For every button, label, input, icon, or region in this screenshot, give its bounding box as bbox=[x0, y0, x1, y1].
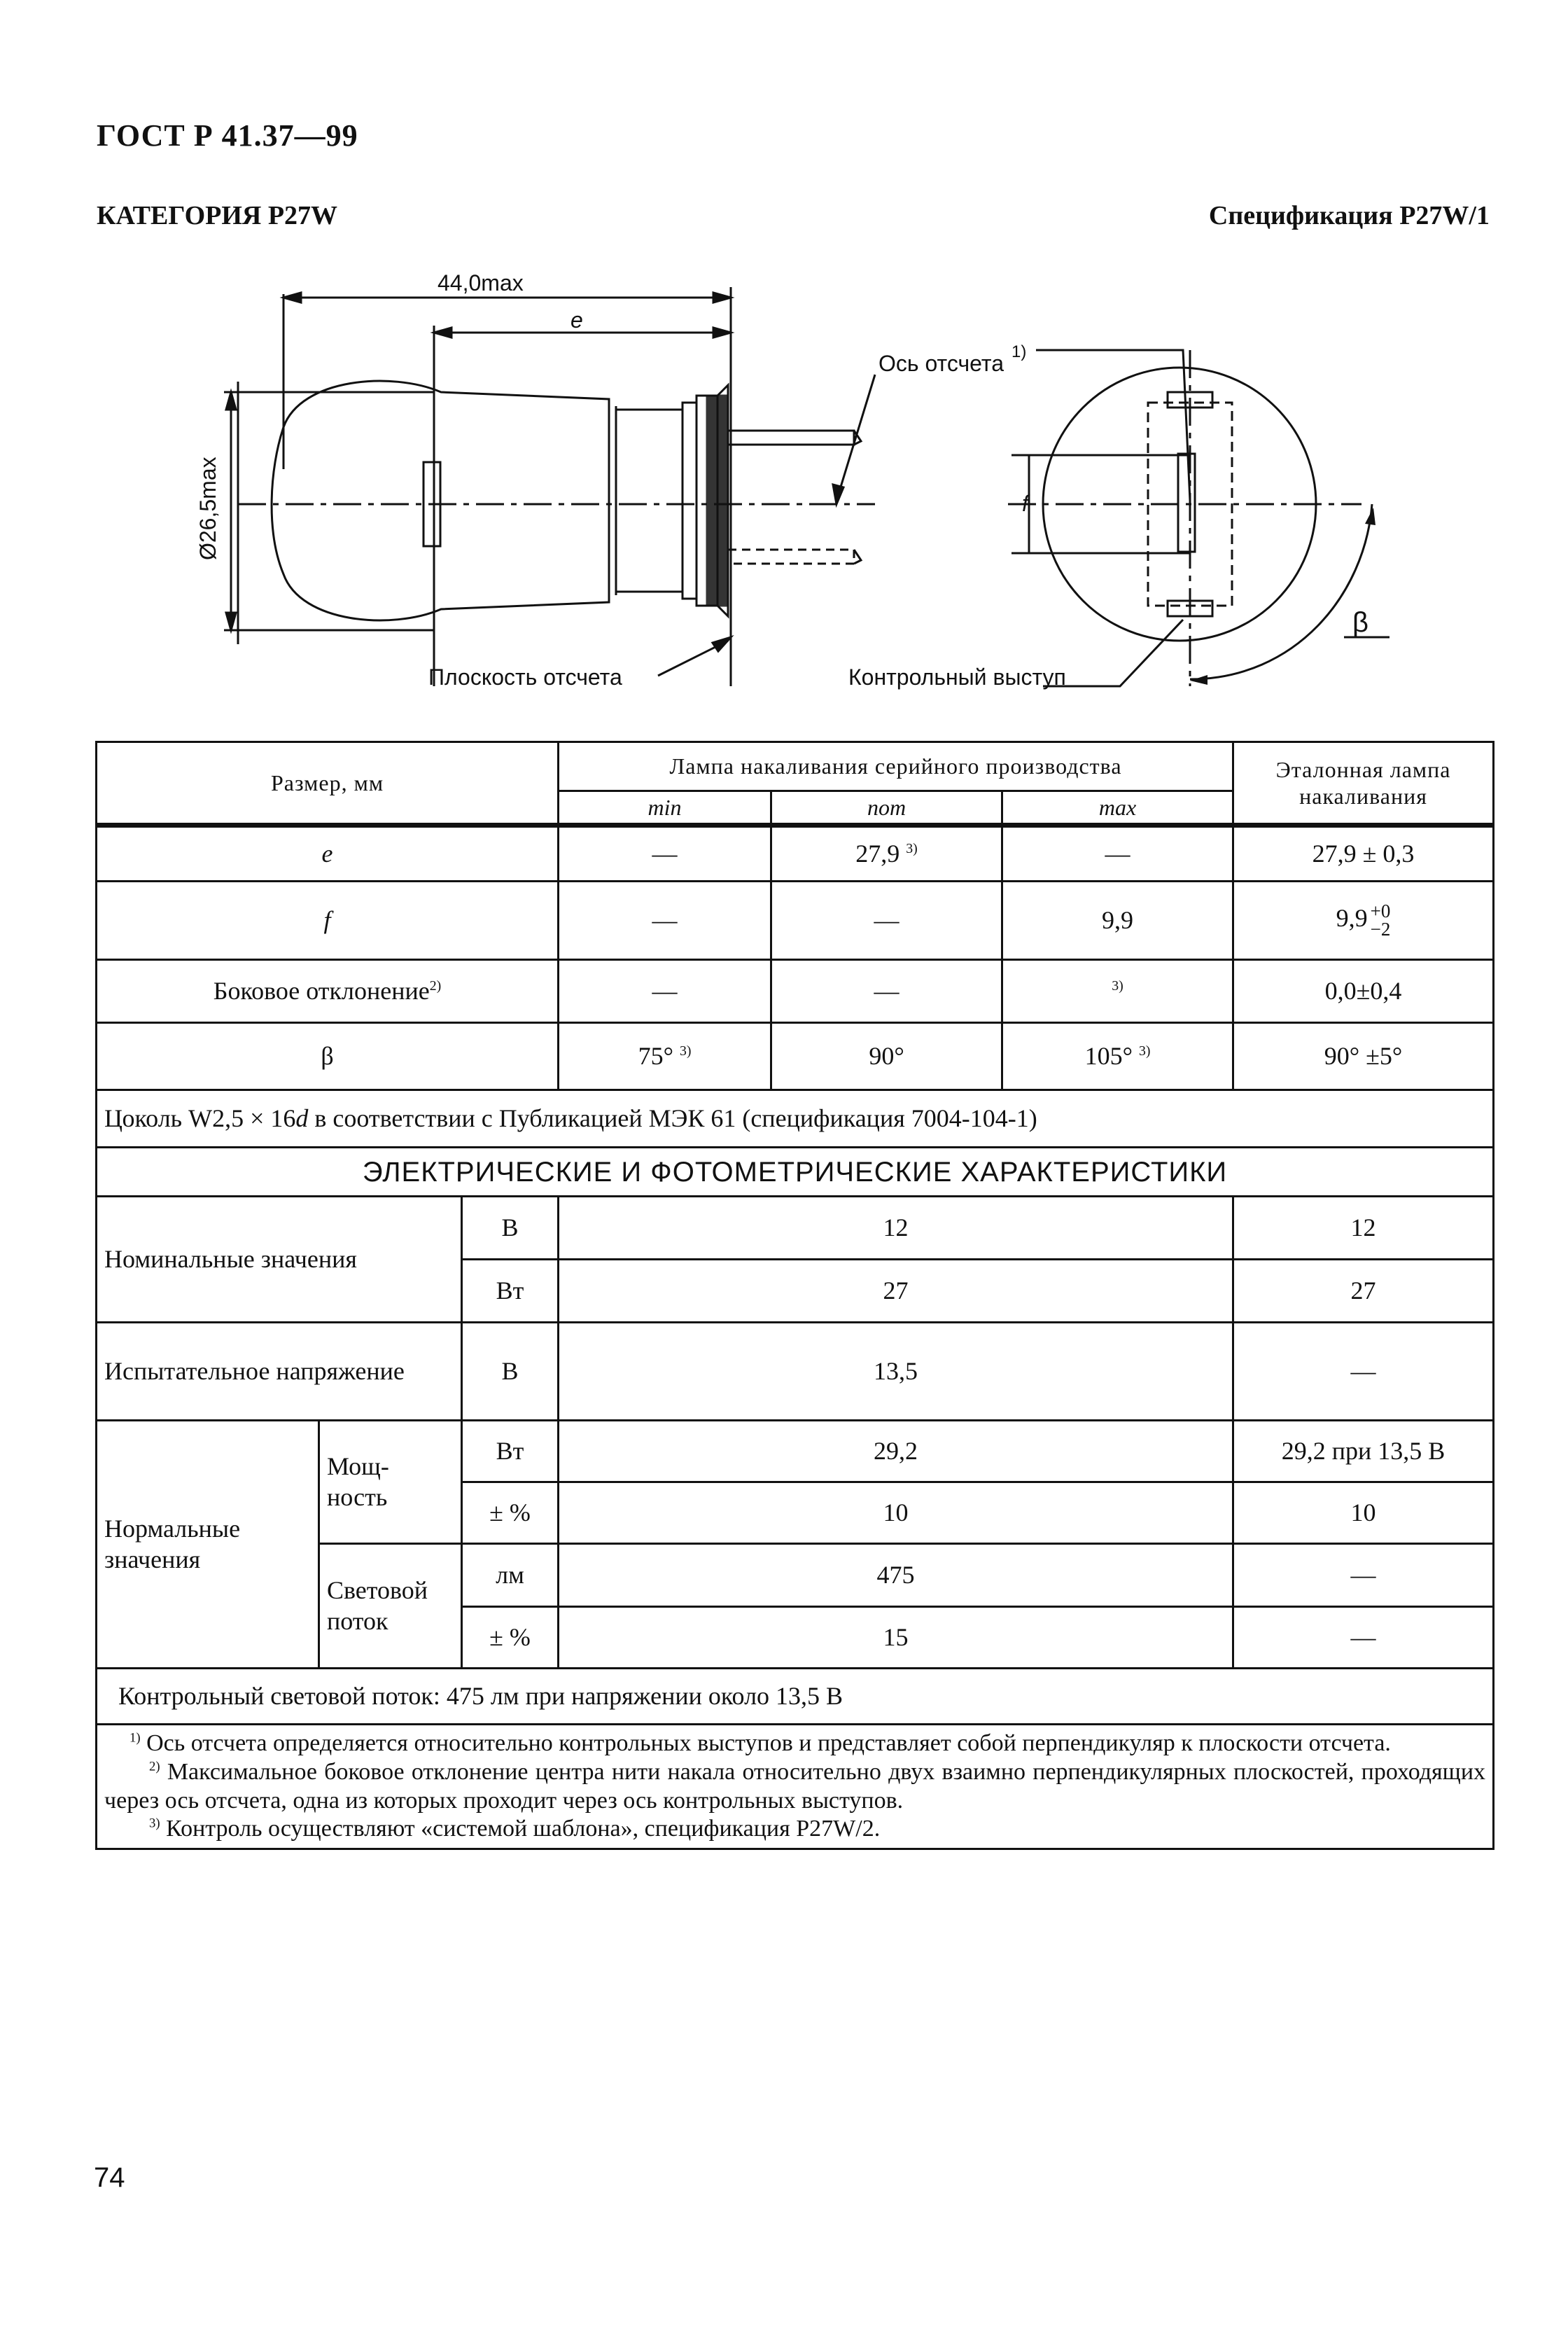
section-title: ЭЛЕКТРИЧЕСКИЕ И ФОТОМЕТРИЧЕСКИЕ ХАРАКТЕРИСТИКИ bbox=[97, 1148, 1494, 1197]
category-title: КАТЕГОРИЯ P27W bbox=[97, 201, 338, 230]
footnotes bbox=[97, 1725, 1494, 1849]
power-label: Мощ- ность bbox=[319, 1421, 462, 1544]
table-row: β 75° $^{3)}$ 90° 105° $^{3)}$ 90° ±5° bbox=[97, 1023, 1494, 1090]
ref-axis-label: Ось отсчета bbox=[878, 351, 1004, 376]
test-voltage-label: Испытательное напряжение bbox=[97, 1323, 462, 1421]
rated-label: Номинальные значения bbox=[97, 1197, 462, 1323]
cap-body bbox=[616, 410, 682, 592]
flux-label: Световой поток bbox=[319, 1544, 462, 1669]
dim-diameter-label: Ø26,5max bbox=[195, 457, 220, 560]
footnote: $^{2)}$ Максимальное боковое отклонение центра нити накала относительно двух взаимно перпендикулярных плоскостей, проходящих через ось отсчета, одна из которых проходит через ось контрольных выступов. bbox=[104, 1758, 1486, 1814]
ref-axis-note: 1) bbox=[1011, 342, 1027, 361]
sub-nom: nom bbox=[771, 791, 1002, 826]
filament-end bbox=[1178, 454, 1195, 552]
table-row: Боковое отклонение$^{2)}$ — — $^{3)}$ 0,0±0,4 bbox=[97, 960, 1494, 1023]
beta-label: β bbox=[1352, 607, 1369, 638]
lamp-drawing bbox=[0, 266, 1568, 714]
sub-min: min bbox=[559, 791, 771, 826]
specification-title: Спецификация P27W/1 bbox=[1208, 201, 1490, 230]
table-row: e — 27,9 $^{3)}$ — 27,9 ± 0,3 bbox=[97, 826, 1494, 882]
control-flux: Контрольный световой поток: 475 лм при напряжении около 13,5 В bbox=[97, 1669, 1494, 1725]
control-lug-label: Контрольный выступ bbox=[848, 664, 1066, 690]
footnote: $^{3)}$ Контроль осуществляют «системой шаблона», спецификация P27W/2. bbox=[149, 1816, 881, 1842]
col-size-header: Размер, мм bbox=[97, 742, 559, 826]
table-row: f — — 9,9 9,9 +0 −2 bbox=[97, 882, 1494, 960]
ref-plane-label: Плоскость отсчета bbox=[428, 664, 622, 690]
normal-label: Нормальные значения bbox=[97, 1421, 319, 1669]
cap-row: Цоколь W2,5 × 16d в соответствии с Публикацией МЭК 61 (спецификация 7004-104-1) bbox=[97, 1090, 1494, 1148]
document-code: ГОСТ Р 41.37—99 bbox=[97, 118, 358, 153]
dim-f-label: f bbox=[1022, 491, 1028, 516]
page-number: 74 bbox=[94, 2162, 125, 2193]
dim-length-label: 44,0max bbox=[438, 270, 524, 295]
col-reference-header: Эталонная лампа накаливания bbox=[1233, 742, 1494, 826]
dim-e-label: e bbox=[570, 307, 583, 333]
footnote: $^{1)}$ Ось отсчета определяется относительно контрольных выступов и представляет собой перпендикуляр к плоскости отсчета. bbox=[130, 1730, 1391, 1756]
col-production-header: Лампа накаливания серийного производства bbox=[559, 742, 1233, 791]
specification-table: Размер, мм Лампа накаливания серийного производства Эталонная лампа накаливания min nom max e — 27,9 $^{3)}$ — 27,9 ± 0,3 f — — 9,9 9,9 +0 −2 Боковое отклонение$^{2)}$ — — $^{3)}$ 0,0±0,4 β 75° $^{3)}$ 90° 105° $^{3)}$ 90° ±5° Цоколь W2,5 × 16d в соответствии с Публикацией МЭК 61 (спецификация 7004-104-1) ЭЛЕКТРИЧЕСКИЕ И ФОТОМЕТРИЧЕСКИЕ ХАРАКТЕРИСТИКИ Номинальные значения В 12 12 Вт 27 27 Испытательное напряжение В 13,5 — Нормальные значения Мощ- ность Вт 29,2 29,2 при 13,5 В ± % 10 10 Световой поток лм 475 — ± % 15 — Контрольный световой поток: 475 лм при напряжении около 13,5 В $^{1)}$ Ось отсчета определяется относительно контрольных выступов и представляет собой перпендикуляр к плоскости отсчета. $^{2)}$ Максимальное боковое отклонение центра нити накала относительно двух взаимно перпендикулярных плоскостей, проходящих через ось отсчета, одна из которых проходит через ось контрольных выступов. $^{3)}$ Контроль осуществляют «системой шаблона», спецификация P27W/2. bbox=[95, 741, 1494, 1850]
sub-max: max bbox=[1002, 791, 1233, 826]
